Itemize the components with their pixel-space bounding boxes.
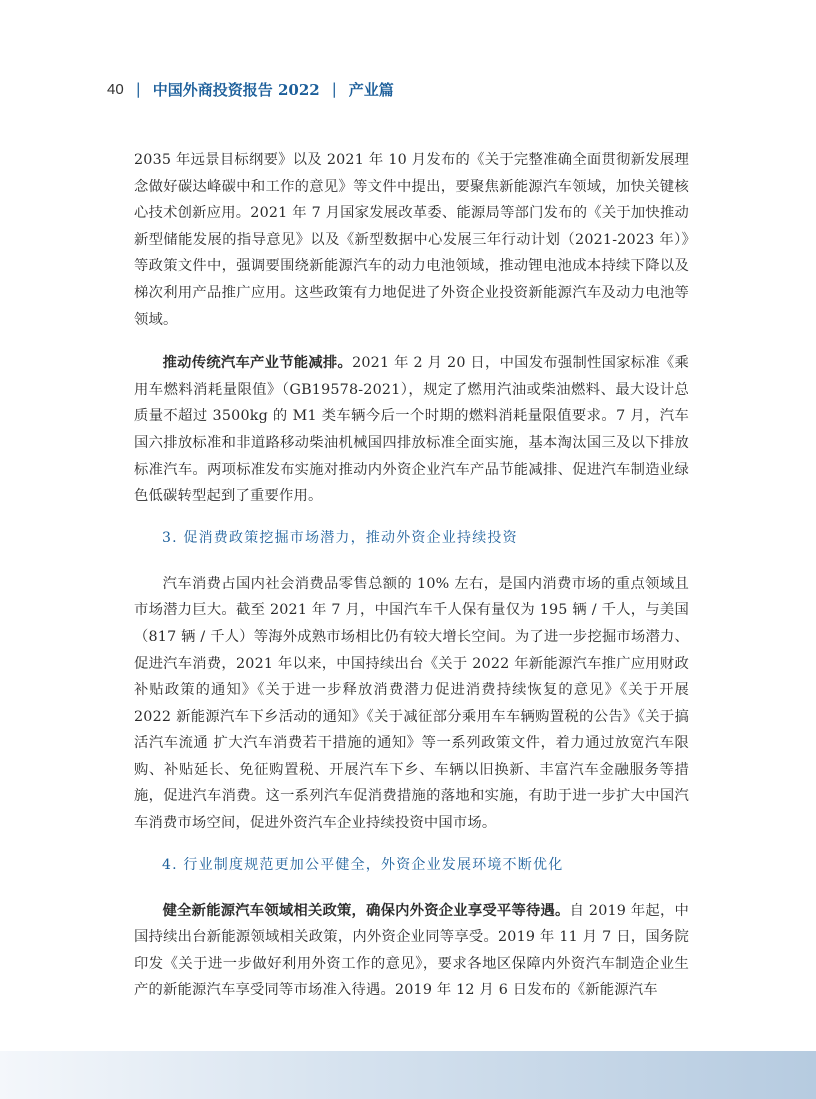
section-name: 产业篇	[348, 80, 394, 99]
paragraph-lead: 健全新能源汽车领域相关政策，确保内外资企业享受平等待遇。	[162, 902, 570, 919]
paragraph: 2035 年远景目标纲要》以及 2021 年 10 月发布的《关于完整准确全面贯彻新发展理念做好碳达峰碳中和工作的意见》等文件中提出，要聚焦新能源汽车领域，加快关键核心技术创新应用。2021 年 7 月国家发展改革委、能源局等部门发布的《关于加快推动新型储能发展的指导意见》以及《新型数据中心发展三年行动计划（2021-2023 年）》等政策文件中，强调要围绕新能源汽车的动力电池领域，推动锂电池成本持续下降以及梯次利用产品推广应用。这些政策有力地促进了外资企业投资新能源汽车及动力电池等领域。	[134, 152, 689, 328]
paragraph	[134, 350, 689, 510]
paragraph-text: 2021 年 2 月 20 日，中国发布强制性国家标准《乘用车燃料消耗量限值》（GB19578-2021），规定了燃用汽油或柴油燃料、最大设计总质量不超过 3500kg 的 M1 类车辆今后一个时期的燃料消耗量限值要求。7 月，汽车国六排放标准和非道路移动柴油机械国四排放标准全面实施，基本淘汰国三及以下排放标准汽车。两项标准发布实施对推动内外资企业汽车产品节能减排、促进汽车制造业绿色低碳转型起到了重要作用。	[134, 355, 689, 505]
page-number: 40	[107, 80, 124, 98]
footer-decoration	[0, 1051, 816, 1099]
paragraph-text: 自 2019 年起，中国持续出台新能源领域相关政策，内外资企业同等享受。2019 年 11 月 7 日，国务院印发《关于进一步做好利用外资工作的意见》，要求各地区保障内外资汽车制造企业生产的新能源汽车享受同等市场准入待遇。2019 年 12 月 6 日发布的《新能源汽车	[134, 902, 689, 999]
header-separator: |	[331, 80, 337, 98]
header-separator: |	[135, 80, 141, 98]
paragraph: 汽车消费占国内社会消费品零售总额的 10% 左右，是国内消费市场的重点领域且市场潜力巨大。截至 2021 年 7 月，中国汽车千人保有量仅为 195 辆 / 千人，与美国（817 辆 / 千人）等海外成熟市场相比仍有较大增长空间。为了进一步挖掘市场潜力、促进汽车消费，2021 年以来，中国持续出台《关于 2022 年新能源汽车推广应用财政补贴政策的通知》《关于进一步释放消费潜力促进消费持续恢复的意见》《关于开展 2022 新能源汽车下乡活动的通知》《关于减征部分乘用车车辆购置税的公告》《关于搞活汽车流通 扩大汽车消费若干措施的通知》等一系列政策文件，着力通过放宽汽车限购、补贴延长、免征购置税、开展汽车下乡、车辆以旧换新、丰富汽车金融服务等措施，促进汽车消费。这一系列汽车促消费措施的落地和实施，有助于进一步扩大中国汽车消费市场空间，促进外资汽车企业持续投资中国市场。	[134, 575, 689, 832]
subsection-heading: 4. 行业制度规范更加公平健全，外资企业发展环境不断优化	[162, 856, 564, 873]
paragraph-lead: 推动传统汽车产业节能减排。	[162, 355, 353, 372]
paragraph	[134, 898, 689, 1004]
page-header	[107, 78, 394, 100]
report-title: 中国外商投资报告 2022	[152, 80, 320, 99]
subsection-heading: 3. 促消费政策挖掘市场潜力，推动外资企业持续投资	[162, 529, 518, 546]
body-content	[134, 147, 689, 1021]
